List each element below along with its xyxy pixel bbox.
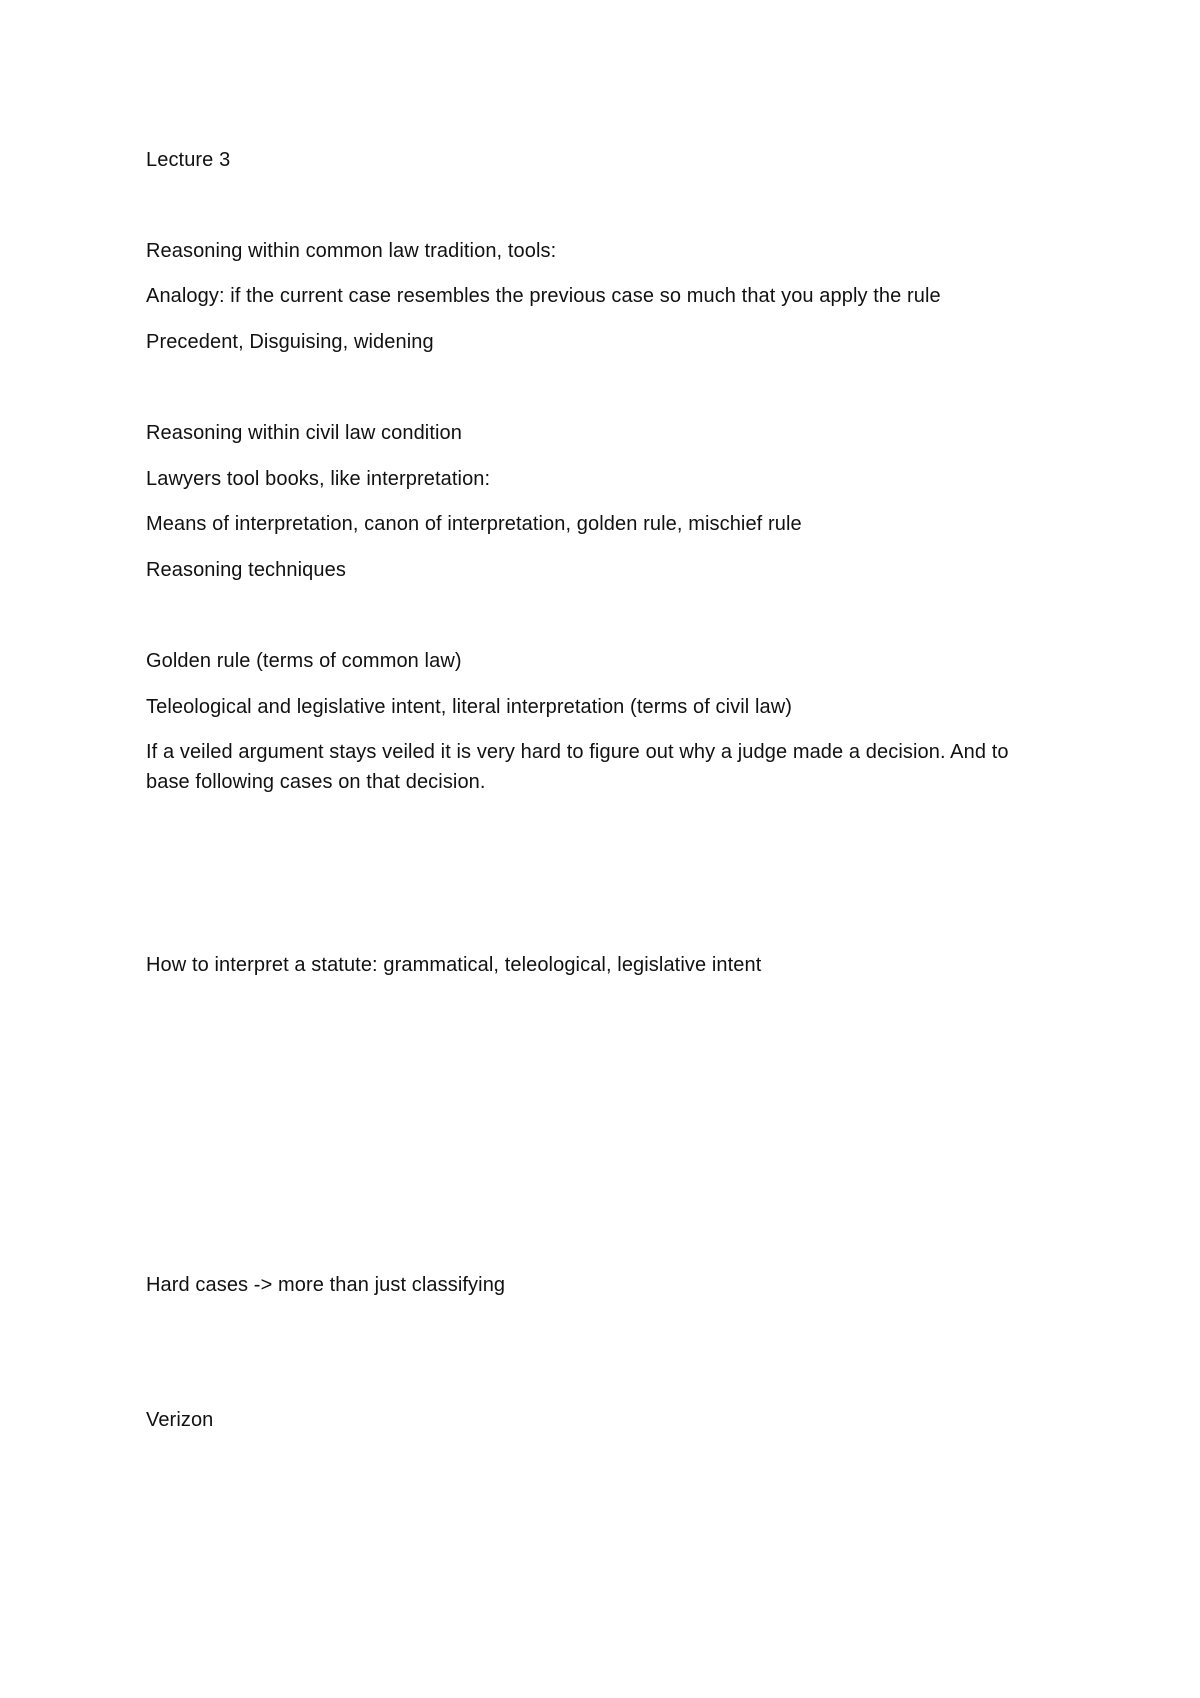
verizon-line: Verizon <box>146 1409 214 1431</box>
golden-rule-line: Golden rule (terms of common law) <box>146 650 462 672</box>
common-law-heading: Reasoning within common law tradition, tools: <box>146 240 557 262</box>
means-of-interpretation-line: Means of interpretation, canon of interpretation, golden rule, mischief rule <box>146 513 802 535</box>
common-law-tools-line: Precedent, Disguising, widening <box>146 331 434 353</box>
hard-cases-line: Hard cases -> more than just classifying <box>146 1274 506 1296</box>
civil-law-heading: Reasoning within civil law condition <box>146 422 462 444</box>
reasoning-techniques-line: Reasoning techniques <box>146 559 346 581</box>
analogy-line: Analogy: if the current case resembles the previous case so much that you apply the rule <box>146 285 941 307</box>
veiled-argument-paragraph: If a veiled argument stays veiled it is very hard to figure out why a judge made a decision. And to base following cases on that decision. <box>146 741 1009 793</box>
statute-interpretation-line: How to interpret a statute: grammatical, teleological, legislative intent <box>146 954 762 976</box>
teleological-line: Teleological and legislative intent, literal interpretation (terms of civil law) <box>146 696 793 718</box>
tool-books-line: Lawyers tool books, like interpretation: <box>146 468 491 490</box>
lecture-title: Lecture 3 <box>146 149 231 171</box>
